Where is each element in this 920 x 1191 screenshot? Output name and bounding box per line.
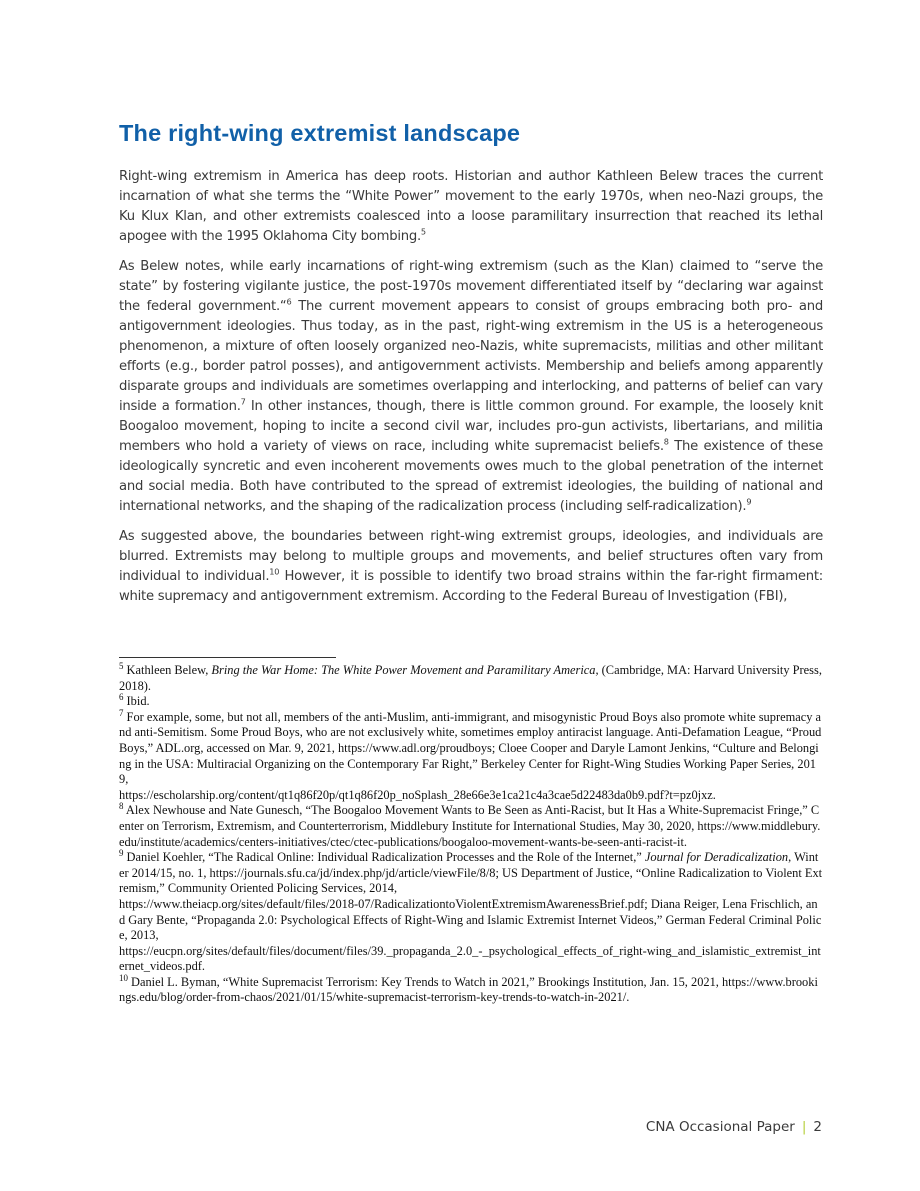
footnote-number: 5 (119, 660, 124, 671)
paragraph-2-text-c: In other instances, though, there is little common ground. For example, the loosely knit Boogaloo movement, hoping to incite a second civil war, includes pro-gun activists, libertarians, and militia members who hold a variety of views on race, including white supremacist beliefs. (119, 399, 823, 454)
paragraph-2-text-a: As Belew notes, while early incarnations of right-wing extremism (such as the Klan) claimed to “serve the state” by fostering vigilante justice, the post-1970s movement differentiated itself by “declaring war against the federal government.“ (119, 259, 823, 314)
footnote-5 (119, 660, 823, 694)
footnote-ref-10[interactable]: 10 (269, 566, 280, 577)
footnote-ref-9[interactable]: 9 (746, 496, 752, 507)
footnote-url-link[interactable]: https://eucpn.org/sites/default/files/document/files/39._propaganda_2.0_-_psychological_effects_of_right-wing_and_islamistic_extremist_internet_videos.pdf. (119, 943, 821, 974)
footnote-divider (119, 657, 336, 658)
page-footer (646, 1119, 822, 1135)
footnote-url-link[interactable]: https://www.theiacp.org/sites/default/files/2018-07/RadicalizationtoViolentExtremismAwarenessBrief.pdf; (119, 896, 648, 911)
footer-label: CNA Occasional Paper (645, 1119, 795, 1135)
footnote-book-title: Bring the War Home: The White Power Movement and Paramilitary America, (211, 663, 599, 677)
footnote-6 (119, 694, 823, 710)
footnote-text: Ibid. (123, 694, 150, 709)
paragraph-2-text-b: The current movement appears to consist of groups embracing both pro- and antigovernment ideologies. Thus today, as in the past, right-wing extremism in the US is a heterogeneous phenomenon, a mixture of often loosely organized neo-Nazis, white supremacists, militias and other militant efforts (e.g., border patrol posses), and antigovernment activists. Membership and beliefs among apparently disparate groups and individuals are sometimes overlapping and interlocking, and patterns of belief can vary inside a formation. (119, 299, 823, 414)
footnote-number: 7 (119, 707, 124, 718)
body-text (119, 167, 823, 617)
footnote-text: Diana Reiger, Lena Frischlich, and Gary Bente, “Propaganda 2.0: Psychological Effects of Right-Wing and Islamic Extremist Internet Videos,” German Federal Criminal Police, 2013, (119, 896, 822, 943)
footnote-9 (119, 850, 823, 975)
footnote-number: 10 (119, 972, 128, 983)
page-number: 2 (813, 1119, 822, 1135)
footnote-ref-8[interactable]: 8 (663, 436, 669, 447)
footnote-url-link[interactable]: https://escholarship.org/content/qt1q86f20p/qt1q86f20p_noSplash_28e66e3e1ca21c4a3cae5d22483da0b9.pdf?t=pz0jxz. (119, 787, 716, 802)
footnotes (119, 660, 823, 1006)
paragraph-3-text-a: As suggested above, the boundaries between right-wing extremist groups, ideologies, and individuals are blurred. Extremists may belong to multiple groups and movements, and belief structures often vary from individual to individual. (119, 529, 823, 584)
footnote-journal-title: Journal for Deradicalization (644, 850, 789, 865)
footnote-ref-6[interactable]: 6 (286, 296, 292, 307)
footnote-text: Kathleen Belew, (123, 663, 212, 677)
paragraph-1-text: Right-wing extremism in America has deep roots. Historian and author Kathleen Belew traces the current incarnation of what she terms the “White Power” movement to the early 1970s, when neo-Nazi groups, the Ku Klux Klan, and other extremists coalesced into a loose paramilitary insurrection that reached its lethal apogee with the 1995 Oklahoma City bombing. (119, 169, 823, 244)
paragraph-1 (119, 167, 823, 247)
footnote-number: 6 (119, 692, 124, 703)
footnote-text: , Winter 2014/15, no. 1, https://journals.sfu.ca/jd/index.php/jd/article/viewFile/8/8; US Department of Justice, “Online Radicalization to Violent Extremism,” Community Oriented Policing Services, 2014, (119, 850, 823, 896)
footer-separator: | (801, 1119, 807, 1135)
footnote-7 (119, 707, 823, 804)
footnote-text: Daniel Koehler, “The Radical Online: Individual Radicalization Processes and the Role of the Internet,” (123, 850, 645, 865)
footnote-text: Daniel L. Byman, “White Supremacist Terrorism: Key Trends to Watch in 2021,” Brookings Institution, Jan. 15, 2021, https://www.brookings.edu/blog/order-from-chaos/2021/01/15/white-supremacist-terrorism-key-trends-to-watch-in-2021/. (119, 974, 818, 1005)
footnote-number: 9 (119, 848, 124, 858)
footnote-text: Alex Newhouse and Nate Gunesch, “The Boogaloo Movement Wants to Be Seen as Anti-Racist, but It Has a White-Supremacist Fringe,” Center on Terrorism, Extremism, and Counterterrorism, Middlebury Institute for International Studies, May 30, 2020, https://www.middlebury.edu/institute/academics/centers-initiatives/ctec/ctec-publications/boogaloo-movement-wants-be-seen-anti-racist-it. (119, 803, 821, 849)
paragraph-2 (119, 257, 823, 517)
footnote-text: (Cambridge, MA: Harvard University Press, 2018). (119, 663, 822, 693)
footnote-10 (119, 972, 823, 1006)
paragraph-3 (119, 527, 823, 607)
paragraph-3-text-b: However, it is possible to identify two broad strains within the far-right firmament: white supremacy and antigovernment extremism. According to the Federal Bureau of Investigation (FBI), (119, 569, 823, 604)
footnote-ref-7[interactable]: 7 (240, 396, 246, 407)
footnote-number: 8 (119, 801, 124, 812)
section-heading: The right-wing extremist landscape (119, 120, 521, 146)
footnote-text: For example, some, but not all, members of the anti-Muslim, anti-immigrant, and misogynistic Proud Boys also promote white supremacy and anti-Semitism. Some Proud Boys, who are not exclusively white, sometimes employ antiracist language. Anti-Defamation League, “Proud Boys,” ADL.org, accessed on Mar. 9, 2021, https://www.adl.org/proudboys; Cloee Cooper and Daryle Lamont Jenkins, “Culture and Belonging in the USA: Multiracial Organizing on the Contemporary Far Right,” Berkeley Center for Right-Wing Studies Working Paper Series, 2019, (119, 709, 822, 787)
paragraph-2-text-d: The existence of these ideologically syncretic and even incoherent movements owes much to the global penetration of the internet and social media. Both have contributed to the spread of extremist ideologies, the building of national and international networks, and the shaping of the radicalization process (including self-radicalization). (119, 439, 823, 514)
footnote-ref-5[interactable]: 5 (420, 226, 426, 237)
footnote-8 (119, 803, 823, 850)
